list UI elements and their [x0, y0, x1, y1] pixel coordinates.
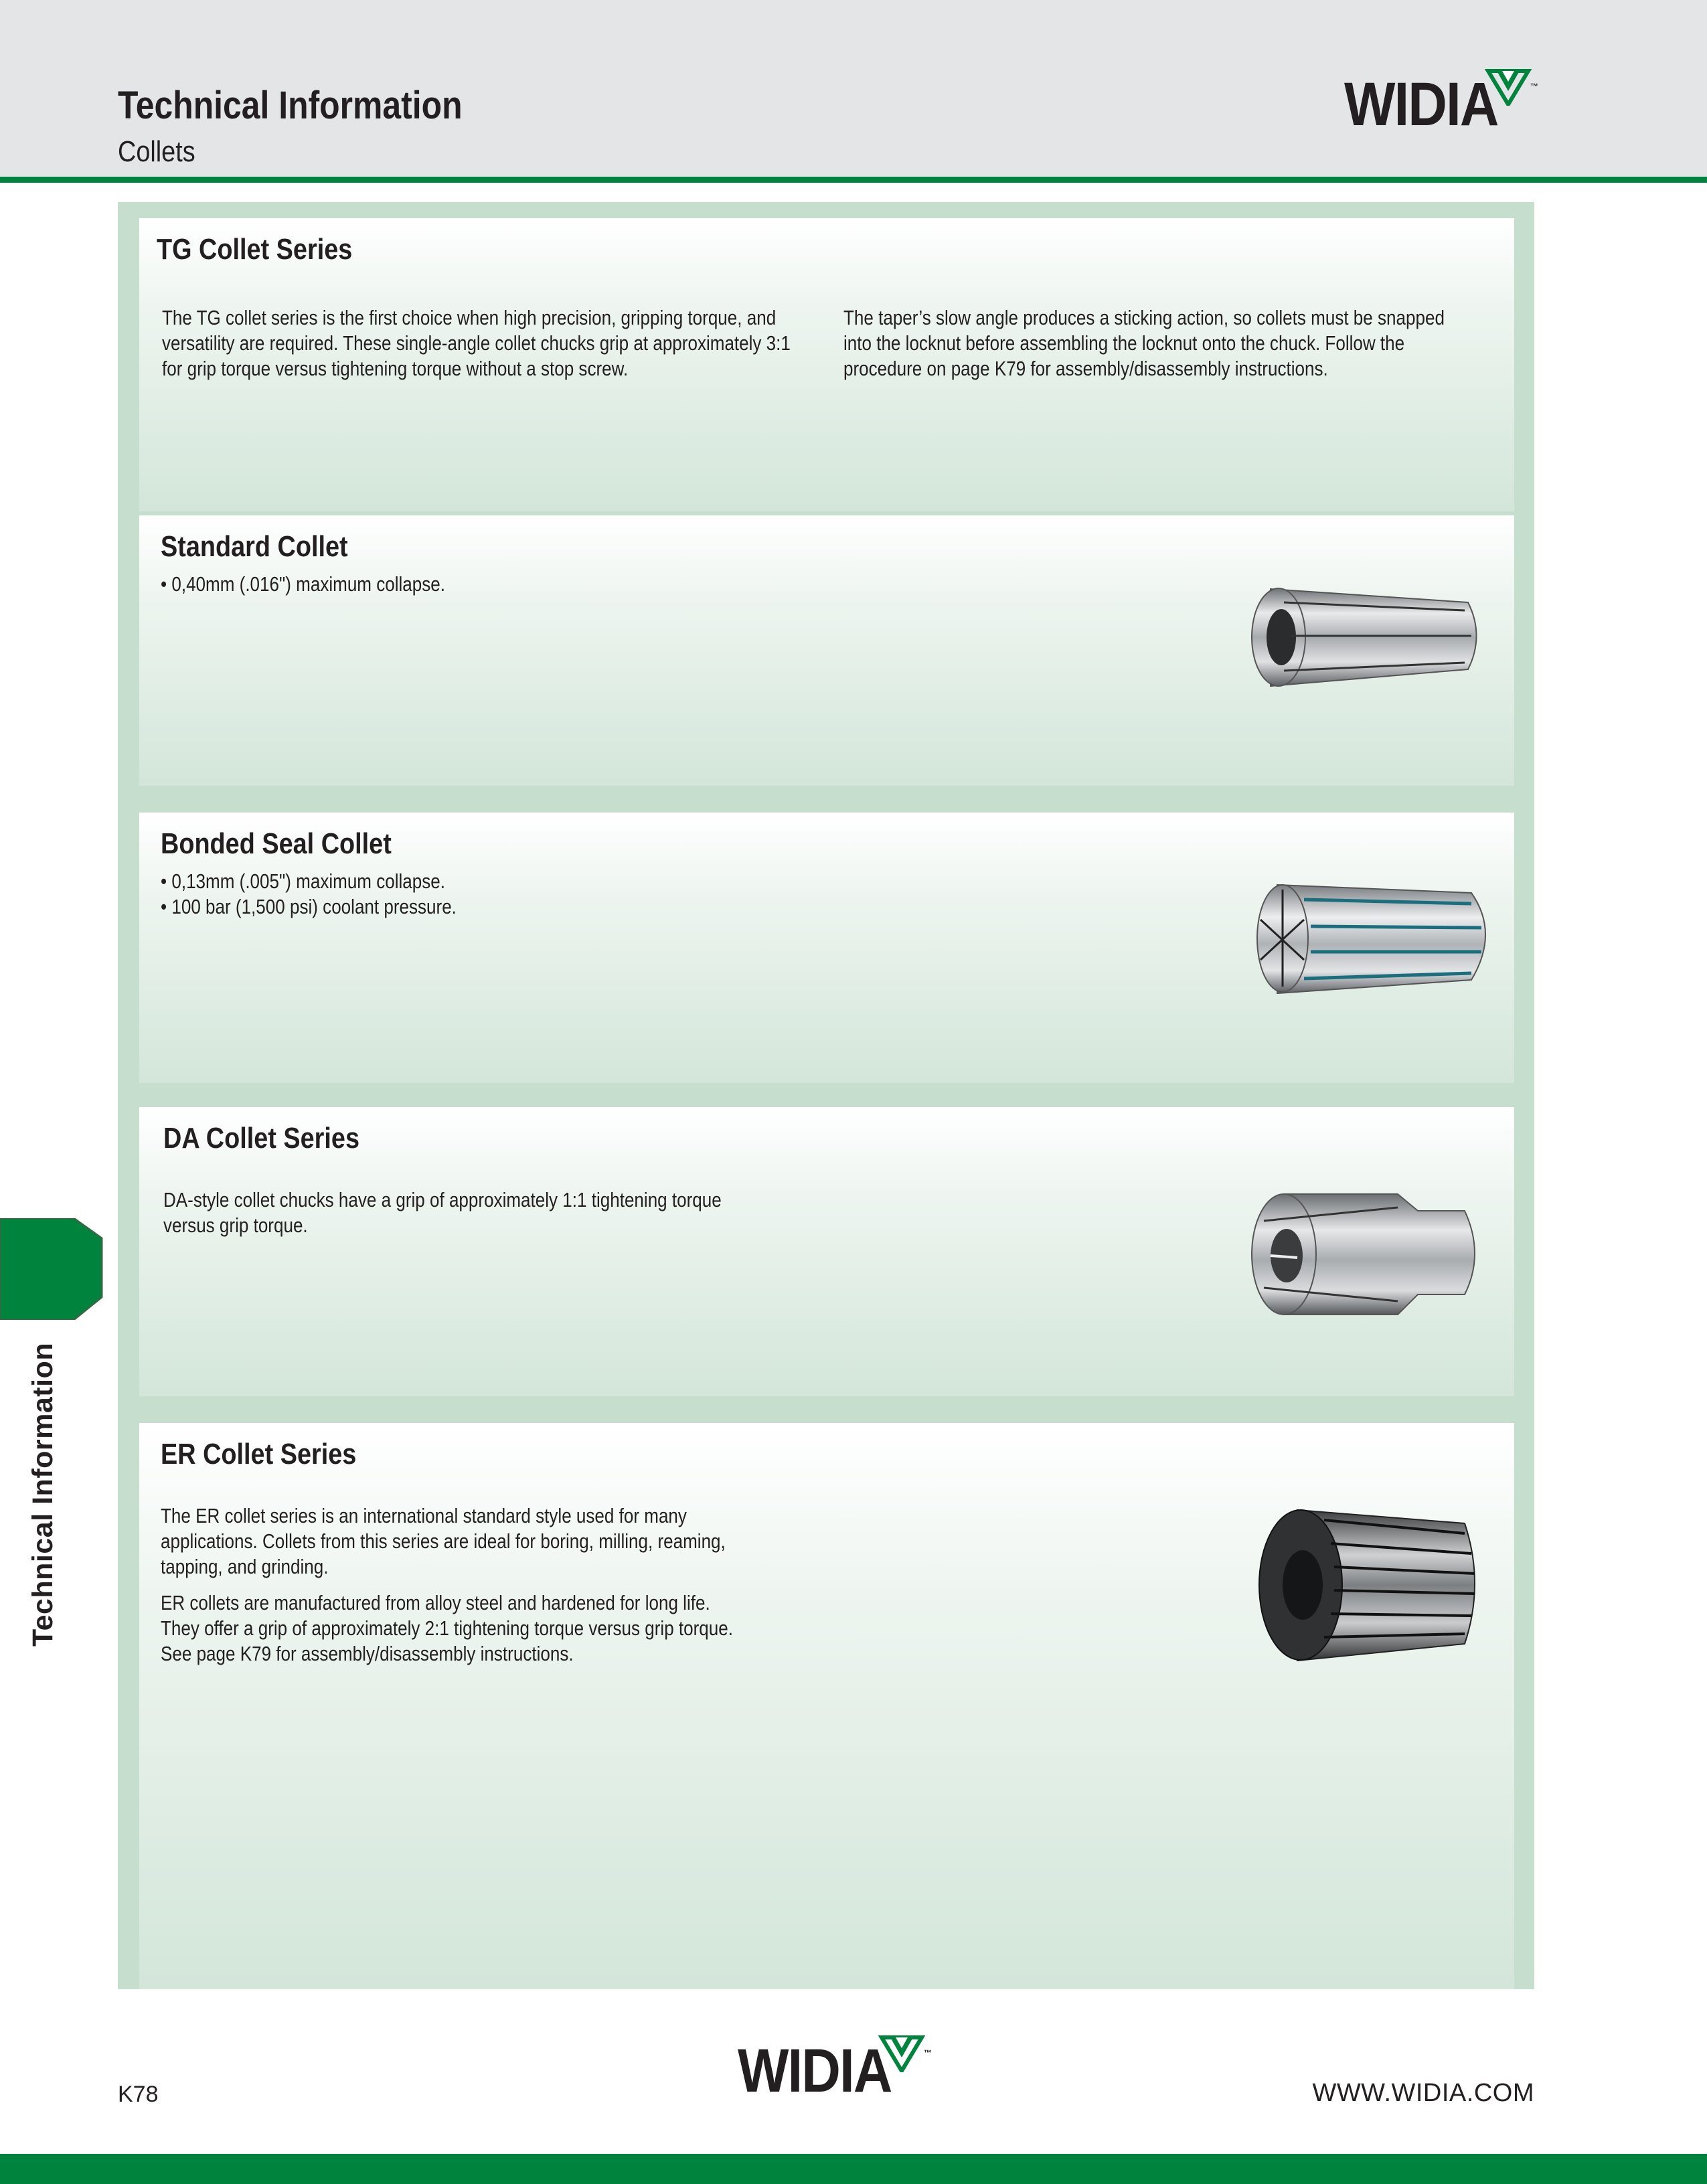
bullet-item: • 100 bar (1,500 psi) coolant pressure.	[161, 894, 667, 920]
website-link[interactable]: WWW.WIDIA.COM	[1312, 2079, 1534, 2107]
footer-bar	[0, 2154, 1707, 2184]
bullet-list	[161, 572, 667, 597]
page-header	[0, 0, 1707, 183]
paragraph: The ER collet series is an international standard style used for many applications. Collets from this series are ideal for boring, milling, reaming, tapping, and grinding.	[161, 1504, 726, 1578]
section-text-right	[843, 305, 1473, 382]
logo-tm: ™	[1530, 82, 1538, 91]
paragraph: ER collets are manufactured from alloy steel and hardened for long life. They offer a grip of approximately 2:1 tightening torque versus grip torque. See page K79 for assembly/disassembly instructions.	[161, 1591, 733, 1665]
er-collet-photo	[1250, 1497, 1491, 1671]
section-title: ER Collet Series	[161, 1438, 357, 1471]
standard-collet-photo	[1244, 569, 1491, 703]
paragraph: DA-style collet chucks have a grip of approximately 1:1 tightening torque versus grip torque.	[163, 1188, 722, 1237]
page-subtitle: Collets	[118, 135, 195, 168]
logo-text: WIDIA	[1344, 70, 1498, 139]
section-text	[163, 1187, 726, 1238]
section-title: Standard Collet	[161, 530, 348, 563]
side-tab-marker	[0, 1218, 103, 1320]
paragraph: The TG collet series is the first choice when high precision, gripping torque, and versatility are required. These single-angle collet chucks grip at approximately 3:1 for grip torque versus tightening torque without a stop screw.	[162, 306, 791, 380]
side-tab-label: Technical Information	[27, 1342, 59, 1647]
logo-tm: ™	[924, 2048, 932, 2057]
da-collet-card	[139, 1107, 1514, 1396]
widia-triangle-icon	[1485, 66, 1532, 106]
page-number: K78	[118, 2082, 159, 2107]
widia-logo-header	[1344, 70, 1545, 141]
bullet-list	[161, 869, 667, 920]
section-text	[161, 1503, 746, 1667]
section-title: TG Collet Series	[157, 233, 353, 266]
section-text-left	[162, 305, 792, 382]
page-title: Technical Information	[118, 84, 463, 127]
er-collet-card	[139, 1423, 1514, 1989]
section-title: Bonded Seal Collet	[161, 827, 392, 860]
paragraph: The taper’s slow angle produces a sticking action, so collets must be snapped into the locknut before assembling the locknut onto the chuck. Follow the procedure on page K79 for assembly/disassembly instructions.	[843, 306, 1445, 380]
widia-triangle-icon	[878, 2032, 925, 2072]
bullet-item: • 0,13mm (.005") maximum collapse.	[161, 869, 667, 894]
bonded-seal-collet-photo	[1250, 866, 1498, 1007]
section-title: DA Collet Series	[163, 1122, 360, 1155]
da-collet-photo	[1244, 1181, 1491, 1335]
bonded-seal-collet-card	[139, 813, 1514, 1083]
logo-text: WIDIA	[738, 2037, 892, 2105]
tg-collet-card	[139, 218, 1514, 511]
widia-logo-footer	[738, 2037, 939, 2107]
bullet-item: • 0,40mm (.016") maximum collapse.	[161, 572, 667, 597]
standard-collet-card	[139, 515, 1514, 786]
